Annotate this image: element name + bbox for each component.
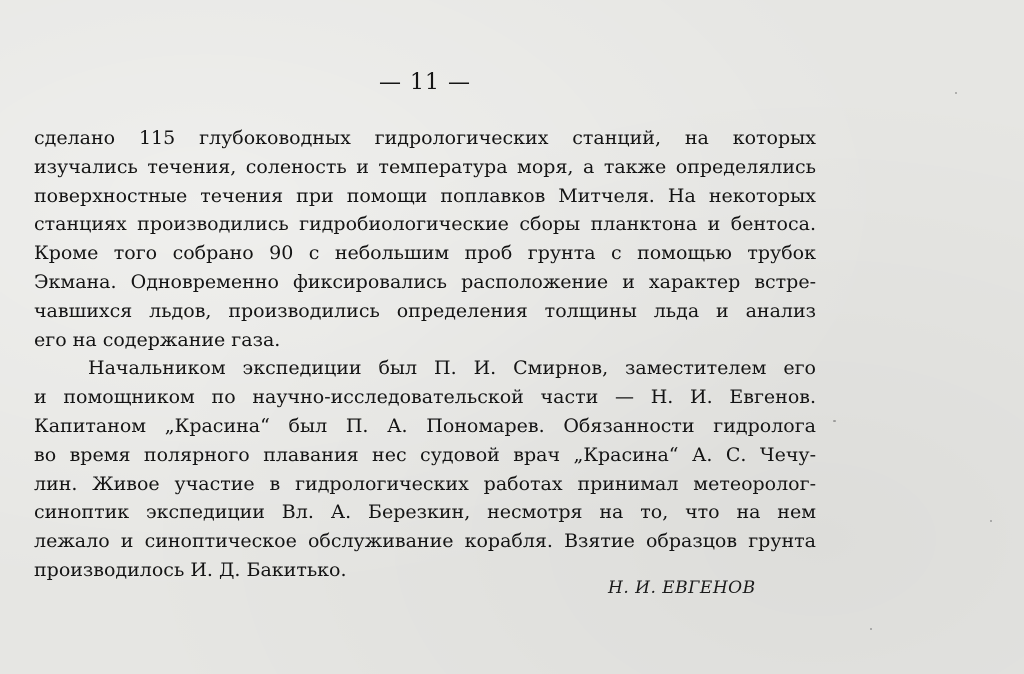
text-line: изучались течения, соленость и температура моря, а также определялись	[34, 155, 816, 178]
text-line: и помощником по научно-исследовательской части — Н. И. Евгенов.	[34, 386, 816, 409]
text-line: Начальником экспедиции был П. И. Смирнов, заместителем его	[88, 357, 816, 380]
text-line: чавшихся льдов, производились определения толщины льда и анализ	[34, 299, 816, 322]
paragraph-2	[34, 354, 816, 584]
text-line: лин. Живое участие в гидрологических работах принимал метеоролог-	[34, 472, 816, 495]
text-line: производилось И. Д. Бакитько.	[34, 558, 347, 581]
text-line: станциях производились гидробиологические сборы планктона и бентоса.	[34, 213, 816, 236]
text-line: Кроме того собрано 90 с небольшим проб грунта с помощью трубок	[34, 242, 816, 265]
text-line: синоптик экспедиции Вл. А. Березкин, несмотря на то, что на нем	[34, 501, 816, 524]
paper-speck	[833, 420, 836, 422]
text-line: Экмана. Одновременно фиксировались расположение и характер встре-	[34, 270, 816, 293]
author-signature: Н. И. ЕВГЕНОВ	[608, 578, 756, 598]
page-number: — 11 —	[379, 70, 471, 95]
paragraph-1	[34, 124, 816, 354]
text-line: во время полярного плавания нес судовой врач „Красина“ А. С. Чечу-	[34, 443, 816, 466]
text-line: сделано 115 глубоководных гидрологических станций, на которых	[34, 127, 816, 149]
text-line: его на содержание газа.	[34, 328, 281, 351]
paper-speck	[955, 92, 957, 94]
body-text	[34, 124, 816, 585]
paper-speck	[870, 628, 872, 630]
text-line: поверхностные течения при помощи поплавков Митчеля. На некоторых	[34, 184, 816, 207]
paper-speck	[990, 520, 992, 522]
text-line: лежало и синоптическое обслуживание корабля. Взятие образцов грунта	[34, 530, 816, 553]
text-line: Капитаном „Красина“ был П. А. Пономарев. Обязанности гидролога	[34, 414, 816, 437]
